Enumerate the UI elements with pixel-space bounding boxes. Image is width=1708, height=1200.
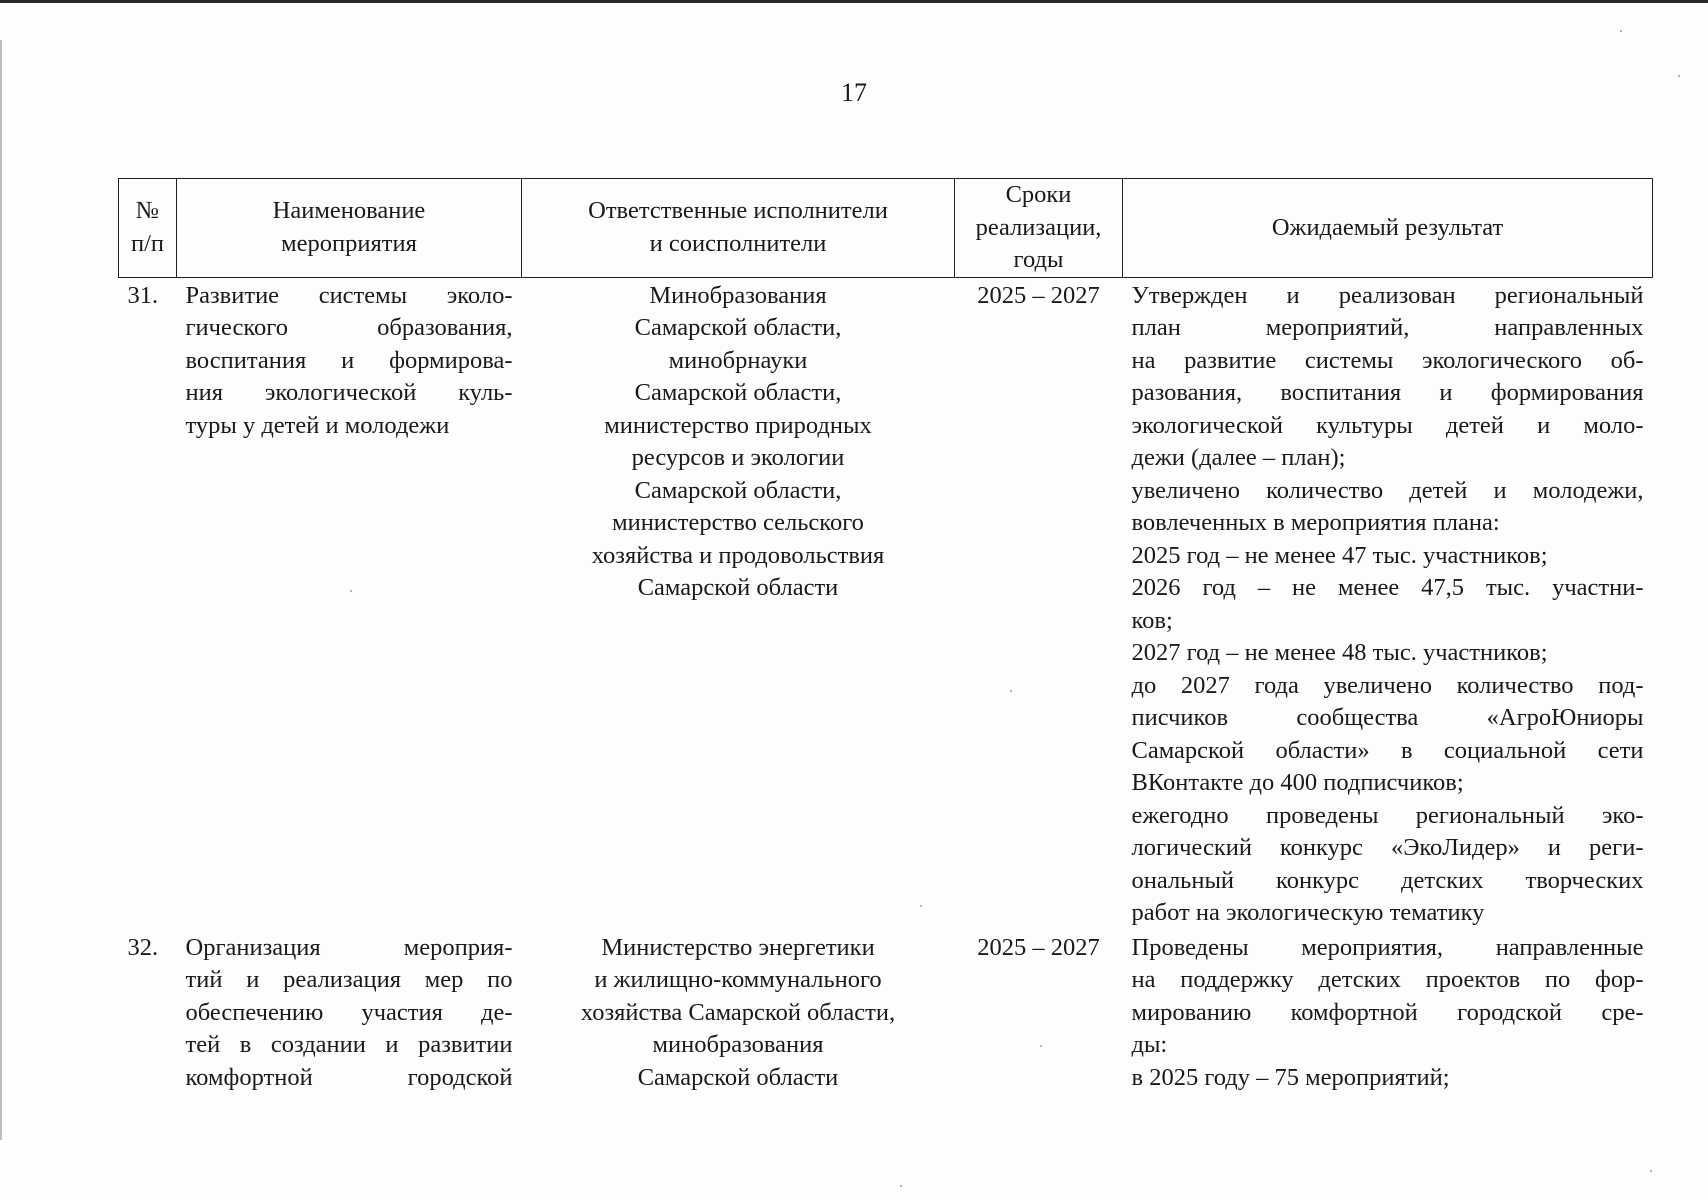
header-activity-name: Наименование мероприятия xyxy=(177,179,522,278)
implementation-years: 2025 – 2027 xyxy=(977,281,1100,309)
table-row xyxy=(119,277,1653,930)
page-number: 17 xyxy=(841,78,867,107)
expected-result: Утвержден и реализован региональный план мероприятий, направленных на развитие системы экологического об- разования, воспитания и формирования экологической культуры детей и моло- дежи (далее – план); увеличено количество детей и молодежи, вовлеченных в мероприятия плана: 2025 год – не менее 47 тыс. участников; 2026 год – не менее 47,5 тыс. участни- ков; 2027 год – не менее 48 тыс. участников; до 2027 года увеличено количество под- писчиков сообщества «АгроЮниоры Самарской области» в социальной сети ВКонтакте до 400 подписчиков; ежегодно проведены региональный эко- логический конкурс «ЭкоЛидер» и реги- ональный конкурс детских творческих работ на экологическую тематику xyxy=(1131,281,1644,926)
row-number: 32. xyxy=(127,933,159,961)
scan-speck xyxy=(1650,1170,1652,1172)
scan-speck xyxy=(900,1185,902,1187)
scan-speck xyxy=(1620,30,1622,32)
table-header-row xyxy=(119,179,1653,278)
table-row xyxy=(119,930,1653,1095)
implementation-years: 2025 – 2027 xyxy=(977,933,1100,961)
scan-speck xyxy=(1678,75,1680,77)
activities-table xyxy=(118,178,1653,1094)
expected-result: Проведены мероприятия, направленные на поддержку детских проектов по фор- мированию комфортной городской сре- ды: в 2025 году – 75 мероприятий; xyxy=(1131,933,1644,1091)
scan-speck xyxy=(1010,690,1012,692)
responsible-executors: Минобразования Самарской области, минобрнауки Самарской области, министерство природных ресурсов и экологии Самарской области, министерство сельского хозяйства и продовольствия Самарской области xyxy=(591,281,885,601)
scan-left-edge xyxy=(0,40,2,1140)
header-result: Ожидаемый результат xyxy=(1123,179,1653,278)
header-years: Сроки реализации, годы xyxy=(955,179,1123,278)
activity-name: Организация мероприя- тий и реализация мер по обеспечению участия де- тей в создании и развитии комфортной городской xyxy=(185,933,513,1091)
row-number: 31. xyxy=(127,281,159,309)
scan-speck xyxy=(920,905,922,907)
header-number: № п/п xyxy=(119,179,177,278)
activity-name: Развитие системы эколо- гического образования, воспитания и формирова- ния экологической куль- туры у детей и молодежи xyxy=(185,281,513,439)
header-executors: Ответственные исполнители и соисполнители xyxy=(522,179,955,278)
scan-top-edge xyxy=(0,0,1708,3)
scan-speck xyxy=(1040,1045,1042,1047)
scan-speck xyxy=(350,590,352,592)
responsible-executors: Министерство энергетики и жилищно-коммунального хозяйства Самарской области, минобразования Самарской области xyxy=(580,933,896,1091)
